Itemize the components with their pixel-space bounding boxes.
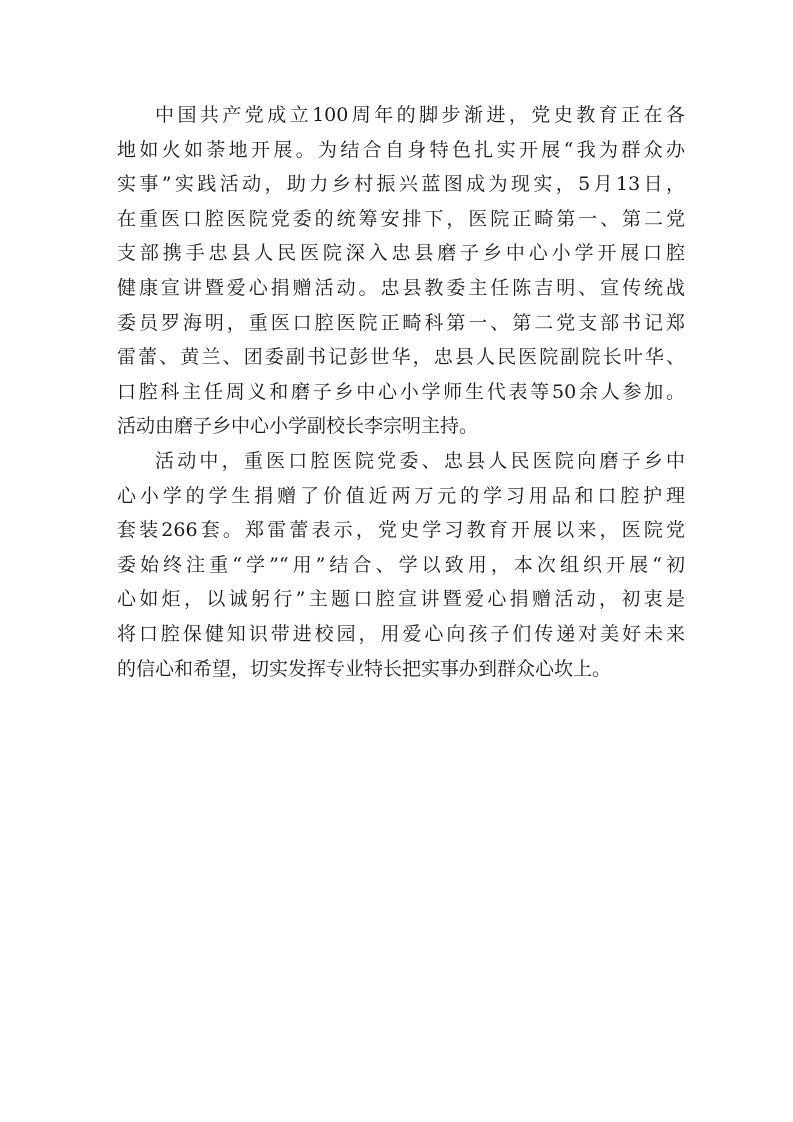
paragraph-line: 活动由磨子乡中心小学副校长李宗明主持。 bbox=[117, 415, 479, 438]
paragraph-line: 地如火如荼地开展。为结合自身特色扎实开展“我为群众办 bbox=[117, 138, 685, 161]
article-body bbox=[117, 98, 685, 686]
paragraph-line: 实事”实践活动，助力乡村振兴蓝图成为现实，5月13日， bbox=[117, 173, 685, 196]
paragraph-1 bbox=[117, 98, 685, 444]
paragraph-line: 将口腔保健知识带进校园，用爱心向孩子们传递对美好未来 bbox=[117, 622, 685, 645]
paragraph-line: 雷蕾、黄兰、团委副书记彭世华，忠县人民医院副院长叶华、 bbox=[117, 346, 685, 369]
paragraph-line: 中国共产党成立100周年的脚步渐进，党史教育正在各 bbox=[155, 104, 685, 126]
paragraph-line: 委始终注重“学”“用”结合、学以致用，本次组织开展“初 bbox=[117, 553, 685, 576]
paragraph-line: 口腔科主任周义和磨子乡中心小学师生代表等50余人参加。 bbox=[117, 380, 685, 403]
paragraph-line: 心如炬，以诚躬行”主题口腔宣讲暨爱心捐赠活动，初衷是 bbox=[117, 588, 685, 611]
paragraph-line: 健康宣讲暨爱心捐赠活动。忠县教委主任陈吉明、宣传统战 bbox=[117, 276, 685, 299]
paragraph-line: 在重医口腔医院党委的统筹安排下，医院正畸第一、第二党 bbox=[117, 207, 685, 230]
paragraph-2 bbox=[117, 444, 685, 686]
paragraph-line: 套装266套。郑雷蕾表示，党史学习教育开展以来，医院党 bbox=[117, 519, 685, 542]
paragraph-line: 心小学的学生捐赠了价值近两万元的学习用品和口腔护理 bbox=[117, 484, 685, 507]
paragraph-line: 活动中，重医口腔医院党委、忠县人民医院向磨子乡中 bbox=[155, 449, 685, 472]
paragraph-line: 的信心和希望，切实发挥专业特长把实事办到群众心坎上。 bbox=[117, 657, 612, 680]
paragraph-line: 支部携手忠县人民医院深入忠县磨子乡中心小学开展口腔 bbox=[117, 242, 685, 265]
paragraph-line: 委员罗海明，重医口腔医院正畸科第一、第二党支部书记郑 bbox=[117, 311, 685, 334]
